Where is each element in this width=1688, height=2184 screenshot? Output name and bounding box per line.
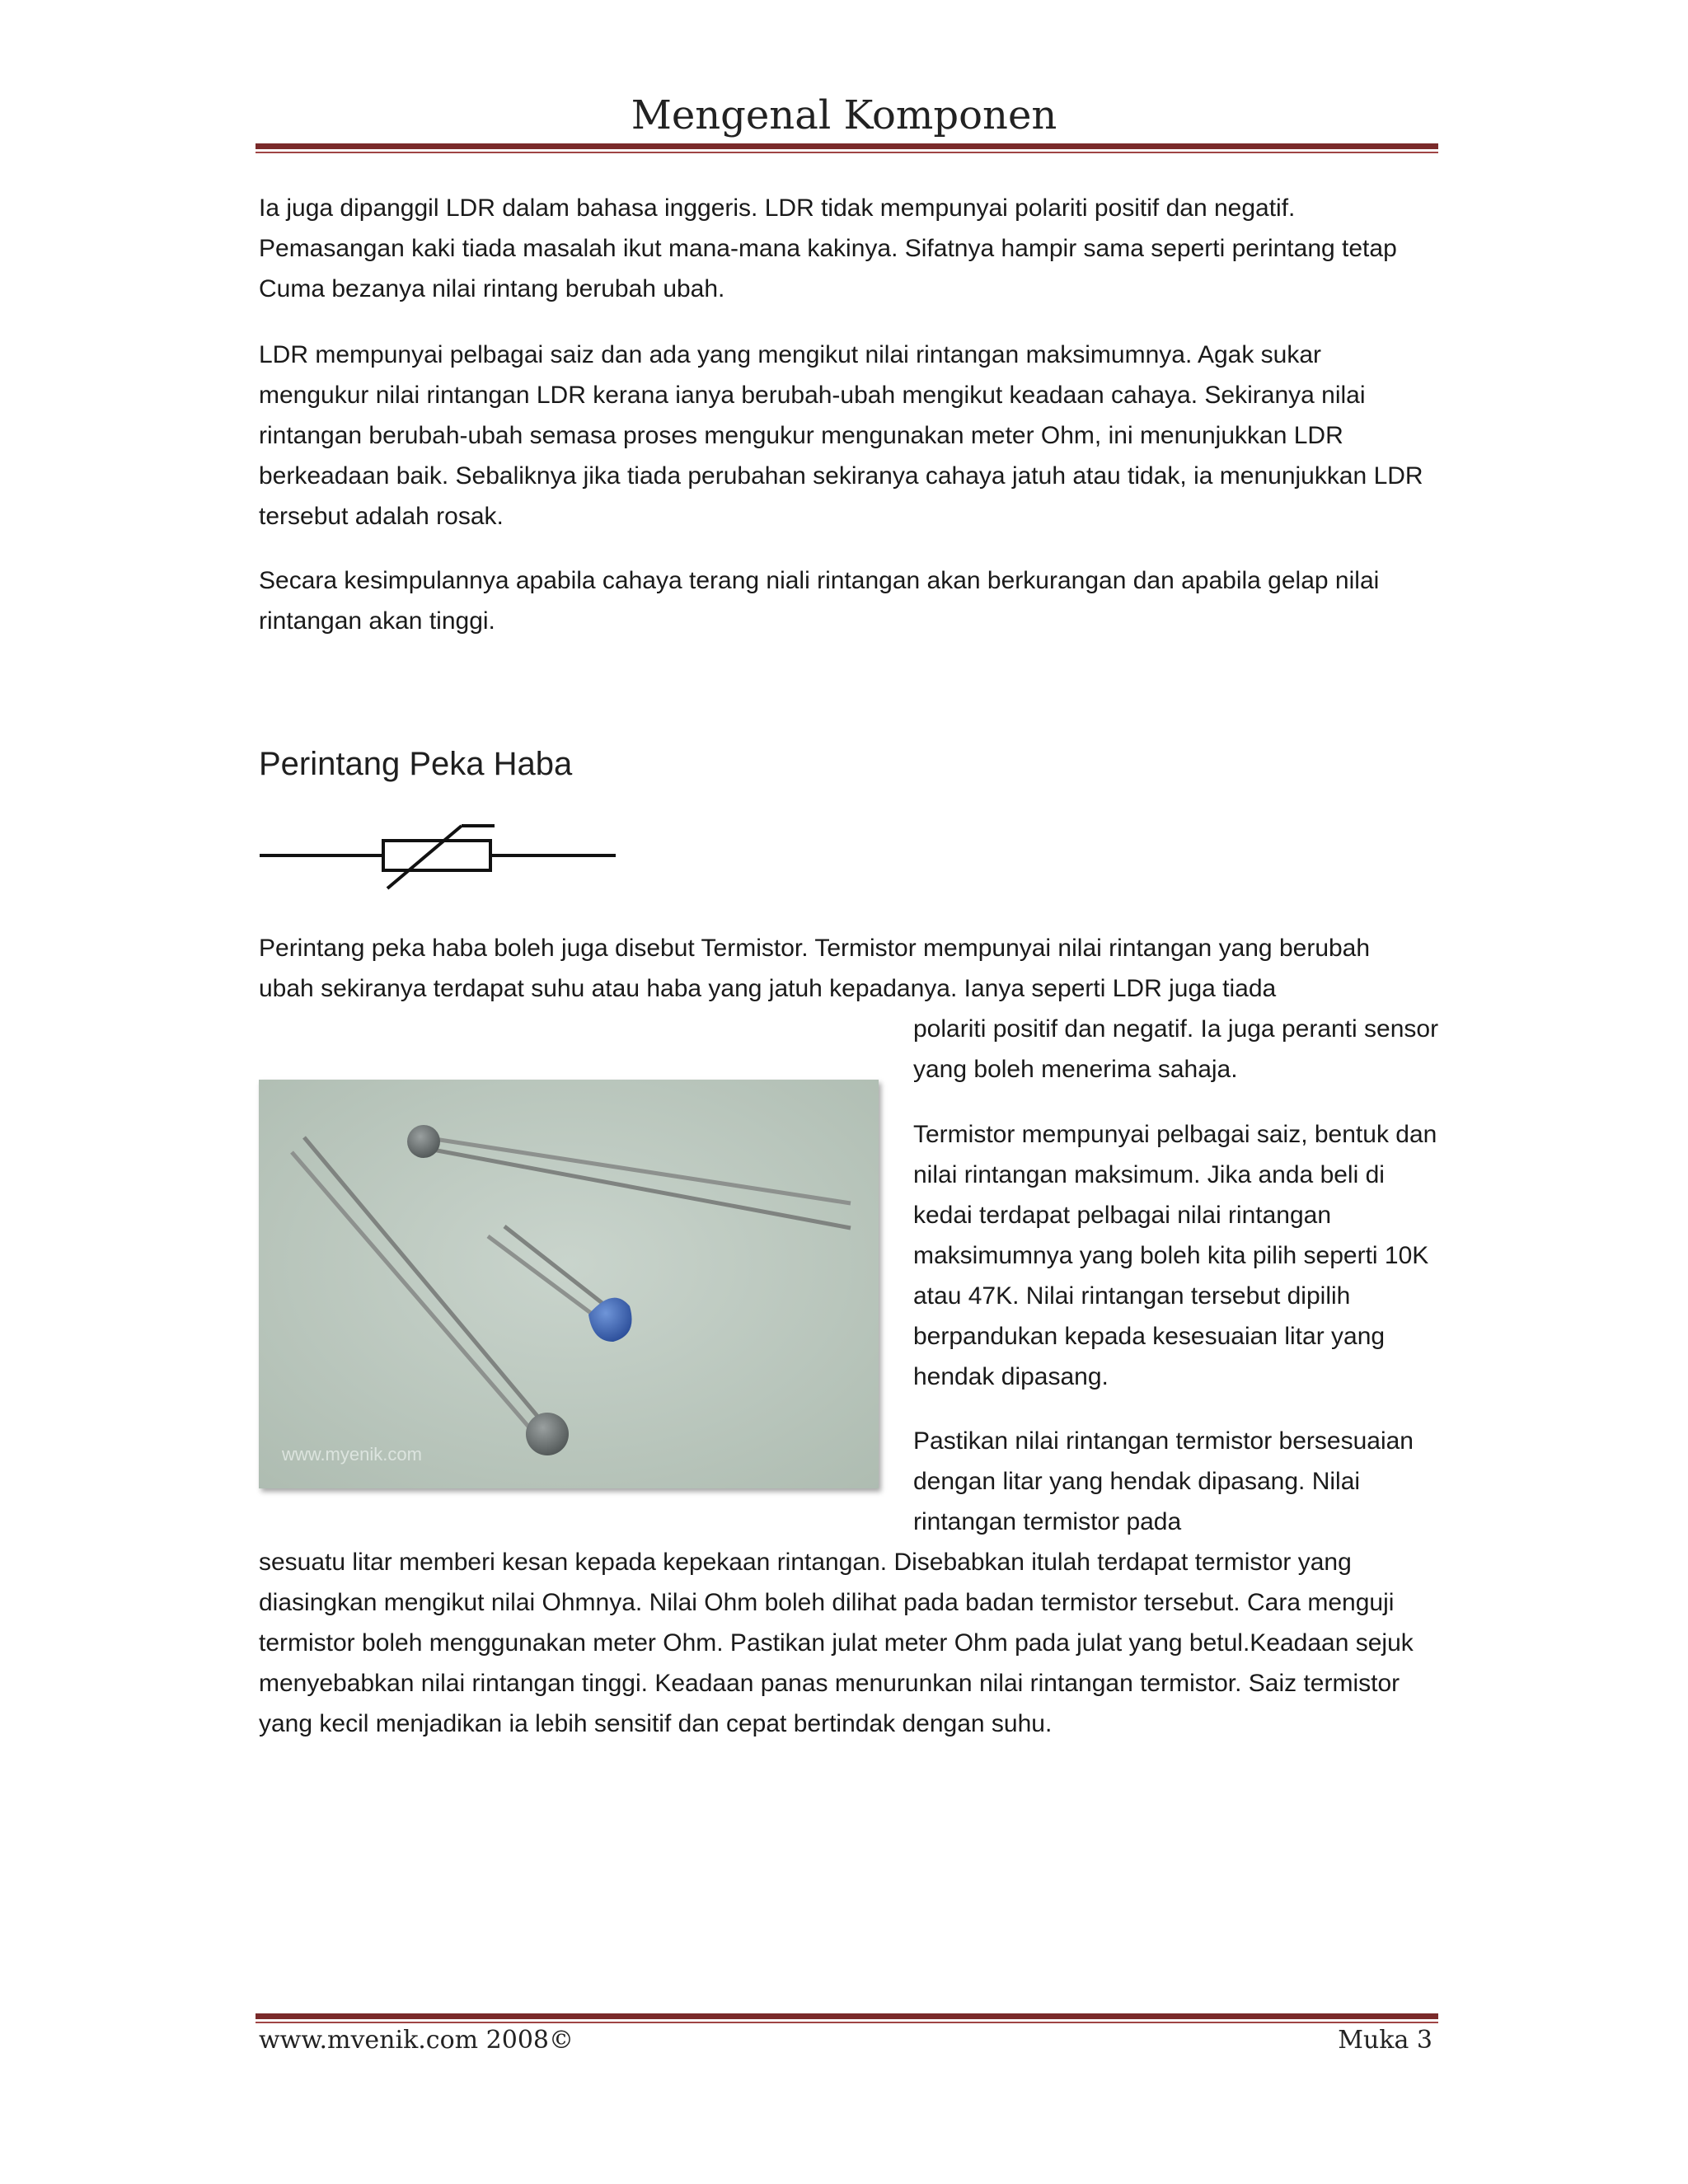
side-paragraph-polarity: polariti positif dan negatif. Ia juga peranti sensor yang boleh menerima sahaja.	[913, 1015, 1439, 1083]
photo-watermark: www.myenik.com	[282, 1444, 422, 1465]
footer-page-number: Muka 3	[1338, 2026, 1432, 2055]
footer-divider	[256, 2013, 1438, 2023]
paragraph-thermistor-intro: Perintang peka haba boleh juga disebut Termistor. Termistor mempunyai nilai rintangan yang berubah ubah sekiranya terdapat suhu atau haba yang jatuh kepadanya. Ianya seperti LDR juga tiada	[259, 935, 1371, 1002]
paragraph-ldr-measure: LDR mempunyai pelbagai saiz dan ada yang mengikut nilai rintangan maksimumnya. Agak sukar mengukur nilai rintangan LDR kerana ianya berubah-ubah mengikut keadaan cahaya. Sekiranya nilai rintangan berubah-ubah semasa proses mengukur mengunakan meter Ohm, ini menunjukkan LDR berkeadaan baik. Sebaliknya jika tiada perubahan sekiranya cahaya jatuh atau tidak, ia menunjukkan LDR tersebut adalah rosak.	[259, 341, 1423, 530]
page-header-title: Mengenal Komponen	[631, 92, 1057, 138]
section-heading-thermistor: Perintang Peka Haba	[259, 746, 573, 782]
footer-website: www.mvenik.com 2008©	[259, 2026, 574, 2055]
paragraph-ldr-conclusion: Secara kesimpulannya apabila cahaya terang niali rintangan akan berkurangan dan apabila gelap nilai rintangan akan tinggi.	[259, 567, 1380, 635]
thermistor-symbol-icon	[260, 816, 622, 898]
side-paragraph-sizes: Termistor mempunyai pelbagai saiz, bentuk dan nilai rintangan maksimum. Jika anda beli di kedai terdapat pelbagai nilai rintangan maksimumnya yang boleh kita pilih seperti 10K atau 47K. Nilai rintangan tersebut dipilih berpandukan kepada kesesuaian litar yang hendak dipasang.	[913, 1121, 1437, 1390]
paragraph-ldr-intro: Ia juga dipanggil LDR dalam bahasa inggeris. LDR tidak mempunyai polariti positif dan negatif. Pemasangan kaki tiada masalah ikut mana-mana kakinya. Sifatnya hampir sama seperti perintang tetap Cuma bezanya nilai rintang berubah ubah.	[259, 194, 1397, 302]
side-paragraph-ensure: Pastikan nilai rintangan termistor bersesuaian dengan litar yang hendak dipasang. Nilai rintangan termistor pada	[913, 1427, 1414, 1535]
header-divider	[256, 143, 1438, 153]
thermistor-photo	[259, 1080, 879, 1488]
paragraph-thermistor-details: sesuatu litar memberi kesan kepada kepekaan rintangan. Disebabkan itulah terdapat termistor yang diasingkan mengikut nilai Ohmnya. Nilai Ohm boleh dilihat pada badan termistor tersebut. Cara menguji termistor boleh menggunakan meter Ohm. Pastikan julat meter Ohm pada julat yang betul.Keadaan sejuk menyebabkan nilai rintangan tinggi. Keadaan panas menurunkan nilai rintangan termistor. Saiz termistor yang kecil menjadikan ia lebih sensitif dan cepat bertindak dengan suhu.	[259, 1549, 1414, 1737]
